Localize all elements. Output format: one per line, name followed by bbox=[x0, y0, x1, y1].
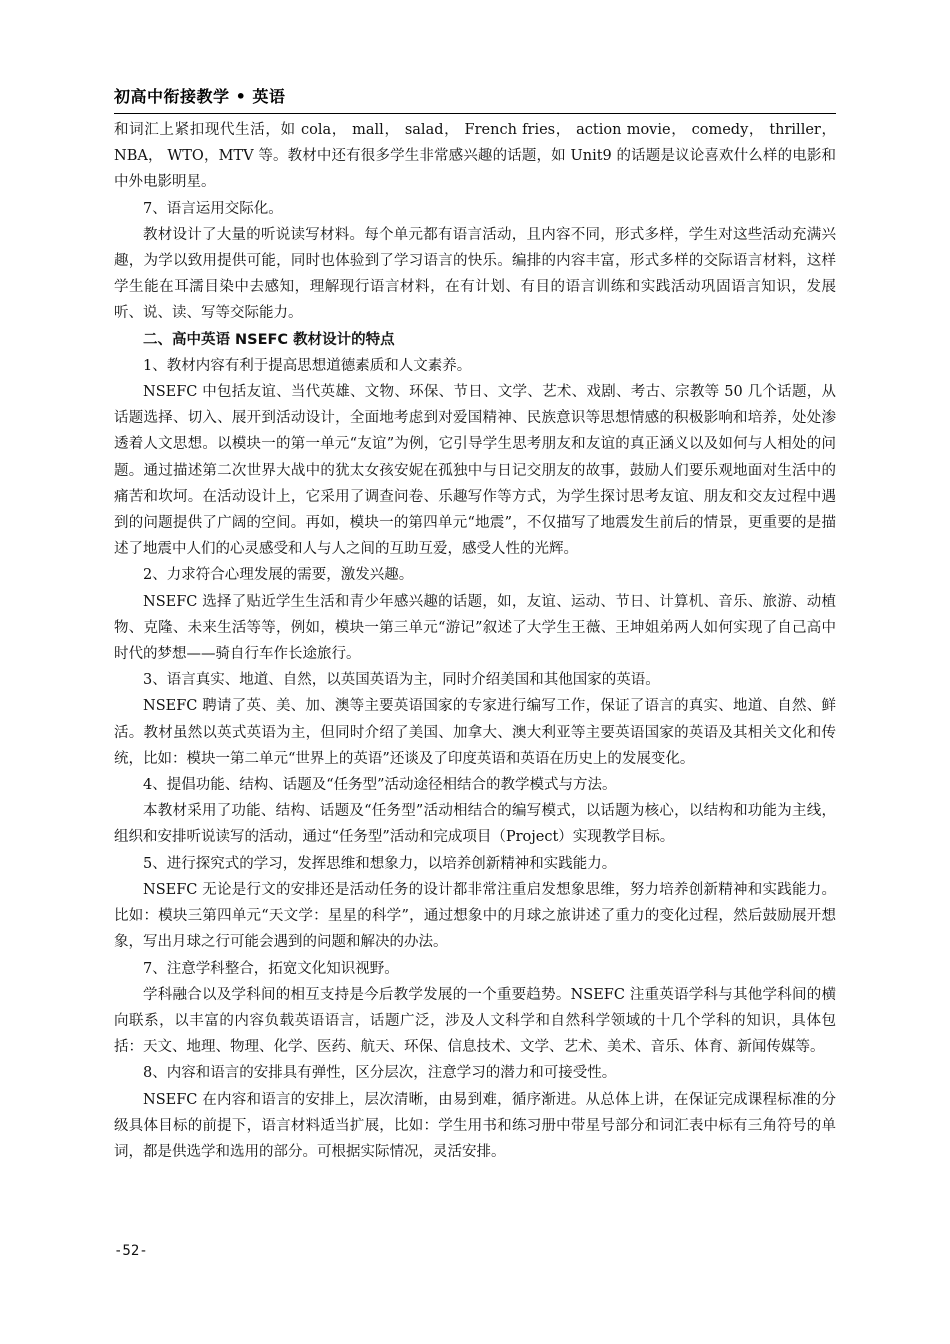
body-text bbox=[114, 117, 836, 1165]
header-divider bbox=[114, 113, 836, 114]
paragraph: 教材设计了大量的听说读写材料。每个单元都有语言活动，且内容不同，形式多样，学生对这些活动充满兴趣，为学以致用提供可能，同时也体验到了学习语言的快乐。编排的内容丰富，形式多样的交际语言材料，这样学生能在耳濡目染中去感知，理解现行语言材料，在有计划、有目的语言训练和实践活动巩固语言知识，发展听、说、读、写等交际能力。 bbox=[114, 226, 836, 322]
paragraph: 和词汇上紧扣现代生活，如 cola， mall， salad， French fries， action movie， comedy， thriller， NBA， WTO，MTV 等。教材中还有很多学生非常感兴趣的话题，如 Unit9 的话题是议论喜欢什么样的电影和中外电影明星。 bbox=[114, 122, 836, 191]
paragraph: 本教材采用了功能、结构、话题及“任务型”活动相结合的编写模式，以话题为核心，以结构和功能为主线，组织和安排听说读写的活动，通过“任务型”活动和完成项目（Project）实现教学目标。 bbox=[114, 803, 836, 846]
page-header-title: 初高中衔接教学 • 英语 bbox=[114, 87, 286, 106]
list-heading: 4、提倡功能、结构、话题及“任务型”活动途径相结合的教学模式与方法。 bbox=[143, 777, 617, 794]
list-heading: 7、注意学科整合，拓宽文化知识视野。 bbox=[143, 960, 399, 977]
list-heading: 5、进行探究式的学习，发挥思维和想象力，以培养创新精神和实践能力。 bbox=[143, 855, 617, 872]
list-heading: 8、内容和语言的安排具有弹性，区分层次，注意学习的潜力和可接受性。 bbox=[143, 1065, 617, 1082]
paragraph: NSEFC 在内容和语言的安排上，层次清晰，由易到难，循序渐进。从总体上讲，在保证完成课程标准的分级具体目标的前提下，语言材料适当扩展，比如：学生用书和练习册中带星号部分和词汇表中标有三角符号的单词，都是供选学和选用的部分。可根据实际情况，灵活安排。 bbox=[114, 1091, 836, 1160]
paragraph: NSEFC 选择了贴近学生生活和青少年感兴趣的话题，如，友谊、运动、节日、计算机、音乐、旅游、动植物、克隆、未来生活等等，例如，模块一第三单元“游记”叙述了大学生王薇、王坤姐弟两人如何实现了自己高中时代的梦想——骑自行车作长途旅行。 bbox=[114, 593, 836, 663]
list-heading: 3、语言真实、地道、自然，以英国英语为主，同时介绍美国和其他国家的英语。 bbox=[143, 672, 660, 689]
list-heading: 7、语言运用交际化。 bbox=[143, 200, 283, 217]
paragraph: 学科融合以及学科间的相互支持是今后教学发展的一个重要趋势。NSEFC 注重英语学科与其他学科间的横向联系，以丰富的内容负载英语语言，话题广泛，涉及人文科学和自然科学领域的十几个学科的知识，具体包括：天文、地理、物理、化学、医药、航天、环保、信息技术、文学、艺术、美术、音乐、体育、新闻传媒等。 bbox=[114, 986, 836, 1056]
paragraph: NSEFC 聘请了英、美、加、澳等主要英语国家的专家进行编写工作，保证了语言的真实、地道、自然、鲜活。教材虽然以英式英语为主，但同时介绍了美国、加拿大、澳大利亚等主要英语国家的英语及其相关文化和传统，比如：模块一第二单元“世界上的英语”还谈及了印度英语和英语在历史上的发展变化。 bbox=[114, 698, 836, 767]
page-number: -52- bbox=[114, 1243, 148, 1259]
list-heading: 2、力求符合心理发展的需要，激发兴趣。 bbox=[143, 567, 414, 584]
section-heading: 二、高中英语 NSEFC 教材设计的特点 bbox=[143, 331, 395, 348]
list-heading: 1、教材内容有利于提高思想道德素质和人文素养。 bbox=[143, 357, 472, 374]
paragraph: NSEFC 中包括友谊、当代英雄、文物、环保、节日、文学、艺术、戏剧、考古、宗教等 50 几个话题，从话题选择、切入、展开到活动设计，全面地考虑到对爱国精神、民族意识等思想情感的积极影响和培养，处处渗透着人文思想。以模块一的第一单元“友谊”为例，它引导学生思考朋友和友谊的真正涵义以及如何与人相处的问题。通过描述第二次世界大战中的犹太女孩安妮在孤独中与日记交朋友的故事，鼓励人们要乐观地面对生活中的痛苦和坎坷。在活动设计上，它采用了调查问卷、乐趣写作等方式，为学生探讨思考友谊、朋友和交友过程中遇到的问题提供了广阔的空间。再如，模块一的第四单元“地震”，不仅描写了地震发生前后的情景，更重要的是描述了地震中人们的心灵感受和人与人之间的互助互爱，感受人性的光辉。 bbox=[114, 384, 836, 558]
paragraph: NSEFC 无论是行文的安排还是活动任务的设计都非常注重启发想象思维，努力培养创新精神和实践能力。比如：模块三第四单元“天文学：星星的科学”，通过想象中的月球之旅讲述了重力的变化过程，然后鼓励展开想象，写出月球之行可能会遇到的问题和解决的办法。 bbox=[114, 881, 836, 951]
